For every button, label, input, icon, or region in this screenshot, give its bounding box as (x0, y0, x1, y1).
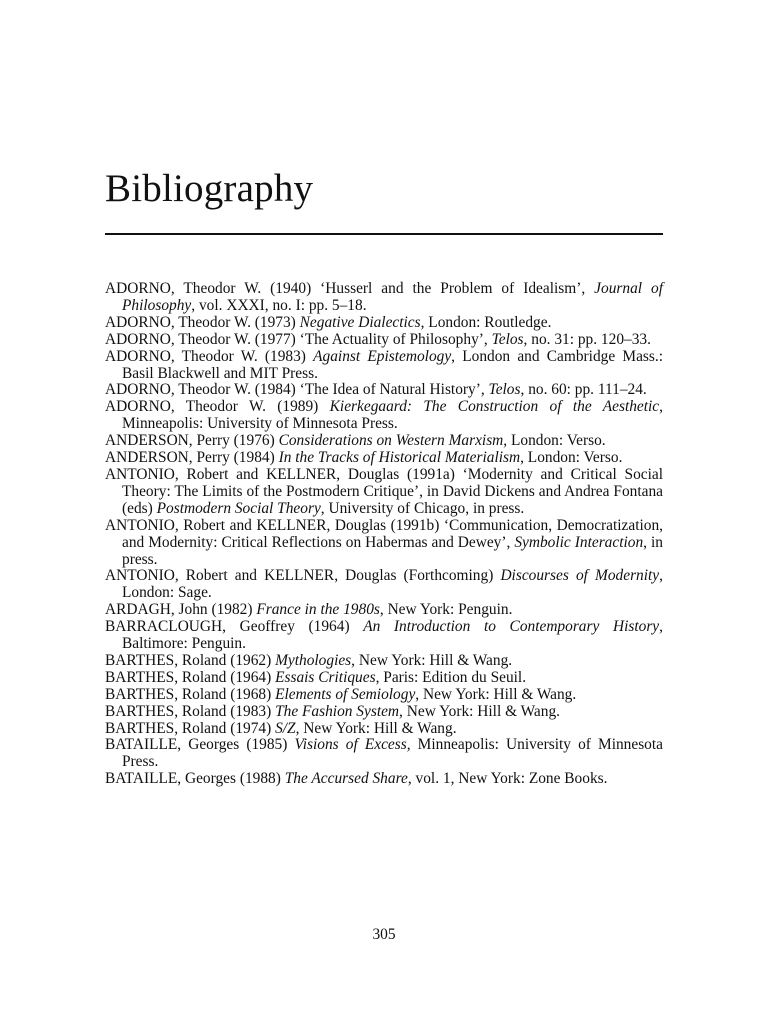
entry-title-text: Postmodern Social Theory (156, 499, 321, 517)
bibliography-entry (105, 315, 663, 332)
entry-text: , no. 31: pp. 120–33. (523, 330, 651, 348)
page-number: 305 (372, 926, 396, 943)
bibliography-entry (105, 721, 663, 738)
entry-text: ANTONIO, Robert and KELLNER, Douglas (1991b) ‘Communication, Democratization, and Modernity: Critical Reflections on Habermas and Dewey’, (105, 516, 663, 551)
entry-text: , New York: Penguin. (379, 601, 513, 619)
entry-text: , London: Verso. (503, 432, 606, 450)
entry-text: BARRACLOUGH, Geoffrey (1964) (105, 618, 364, 636)
bibliography-entry (105, 568, 663, 602)
entry-text: , no. 60: pp. 111–24. (520, 381, 647, 399)
entry-title-text: Against Epistemology (313, 347, 452, 365)
entry-title-text: Discourses of Modernity (500, 567, 660, 585)
entry-text: , London: Verso. (520, 449, 623, 467)
entry-text: ANDERSON, Perry (1984) (105, 449, 279, 467)
entry-text: ARDAGH, John (1982) (105, 601, 257, 619)
entry-text: Minneapolis: University of Minnesota Press. (122, 736, 663, 771)
bibliography-list (105, 281, 663, 788)
entry-text: , New York: Hill & Wang. (351, 651, 513, 669)
bibliography-entry (105, 349, 663, 383)
bibliography-entry (105, 704, 663, 721)
bibliography-entry (105, 771, 663, 788)
entry-text: ADORNO, Theodor W. (1984) ‘The Idea of Natural History’, (105, 381, 489, 399)
entry-text: , London: Routledge. (420, 313, 552, 331)
bibliography-entry (105, 653, 663, 670)
entry-text: , vol. 1, New York: Zone Books. (407, 770, 608, 788)
entry-text: , London: Sage. (122, 567, 663, 602)
entry-text: BARTHES, Roland (1983) (105, 702, 276, 720)
entry-title-text: The Fashion System (275, 702, 400, 720)
page-title: Bibliography (105, 167, 314, 210)
entry-text: ANTONIO, Robert and KELLNER, Douglas (Forthcoming) (105, 567, 501, 585)
bibliography-entry (105, 602, 663, 619)
bibliography-entry (105, 433, 663, 450)
entry-text: BATAILLE, Georges (1988) (105, 770, 285, 788)
bibliography-entry (105, 332, 663, 349)
entry-title-text: Essais Critiques (275, 668, 376, 686)
entry-text: ANTONIO, Robert and KELLNER, Douglas (1991a) ‘Modernity and Critical Social Theory: The Limits of the Postmodern Critique’, in David Dickens and Andrea Fontana (eds) (105, 465, 663, 517)
entry-text: , Baltimore: Penguin. (122, 618, 663, 653)
entry-title-text: Elements of Semiology (275, 685, 416, 703)
bibliography-entry (105, 450, 663, 467)
entry-text: , London and Cambridge Mass.: Basil Blackwell and MIT Press. (122, 347, 664, 382)
entry-title-text: Visions of Excess, (294, 736, 411, 754)
entry-text: BARTHES, Roland (1968) (105, 685, 276, 703)
entry-title-text: Symbolic Interaction (514, 533, 644, 551)
entry-text: , Paris: Edition du Seuil. (375, 668, 527, 686)
entry-text: BARTHES, Roland (1964) (105, 668, 276, 686)
bibliography-entry (105, 281, 663, 315)
entry-text: ADORNO, Theodor W. (1977) ‘The Actuality of Philosophy’, (105, 330, 492, 348)
entry-title-text: S/Z (275, 719, 296, 737)
entry-title-text: An Introduction to Contemporary History (363, 618, 660, 636)
entry-title-text: Journal of Philosophy (122, 280, 663, 314)
bibliography-entry (105, 619, 663, 653)
bibliography-entry (105, 670, 663, 687)
bibliography-entry (105, 382, 663, 399)
entry-text: ADORNO, Theodor W. (1983) (105, 347, 314, 365)
entry-title-text: Telos (491, 330, 524, 348)
entry-text: , in press. (122, 533, 663, 568)
entry-text: , New York: Hill & Wang. (399, 702, 560, 720)
entry-title-text: Negative Dialectics (299, 313, 421, 331)
entry-text: , vol. XXXI, no. I: pp. 5–18. (191, 296, 367, 314)
entry-title-text: The Accursed Share (284, 770, 408, 788)
entry-title-text: Considerations on Western Marxism (278, 432, 504, 450)
entry-text: ADORNO, Theodor W. (1940) ‘Husserl and the Problem of Idealism’, (105, 280, 595, 297)
entry-title-text: Telos (488, 381, 521, 399)
entry-text: BATAILLE, Georges (1985) (105, 736, 295, 754)
entry-text: BARTHES, Roland (1974) (105, 719, 276, 737)
entry-title-text: In the Tracks of Historical Materialism (278, 449, 521, 467)
entry-text: , New York: Hill & Wang. (295, 719, 457, 737)
bibliography-entry (105, 737, 663, 771)
entry-text: ADORNO, Theodor W. (1973) (105, 313, 300, 331)
entry-text: ANDERSON, Perry (1976) (105, 432, 279, 450)
entry-text: BARTHES, Roland (1962) (105, 651, 276, 669)
entry-title-text: France in the 1980s (256, 601, 380, 619)
entry-text: , New York: Hill & Wang. (415, 685, 577, 703)
entry-text: , Minneapolis: University of Minnesota Press. (122, 398, 663, 433)
bibliography-entry (105, 467, 663, 518)
entry-title-text: Kierkegaard: The Construction of the Aesthetic (329, 398, 660, 416)
bibliography-entry (105, 687, 663, 704)
bibliography-entry (105, 399, 663, 433)
entry-title-text: Mythologies (275, 651, 352, 669)
entry-text: ADORNO, Theodor W. (1989) (105, 398, 330, 416)
bibliography-entry (105, 518, 663, 569)
entry-text: , University of Chicago, in press. (320, 499, 525, 517)
title-rule (105, 233, 663, 235)
